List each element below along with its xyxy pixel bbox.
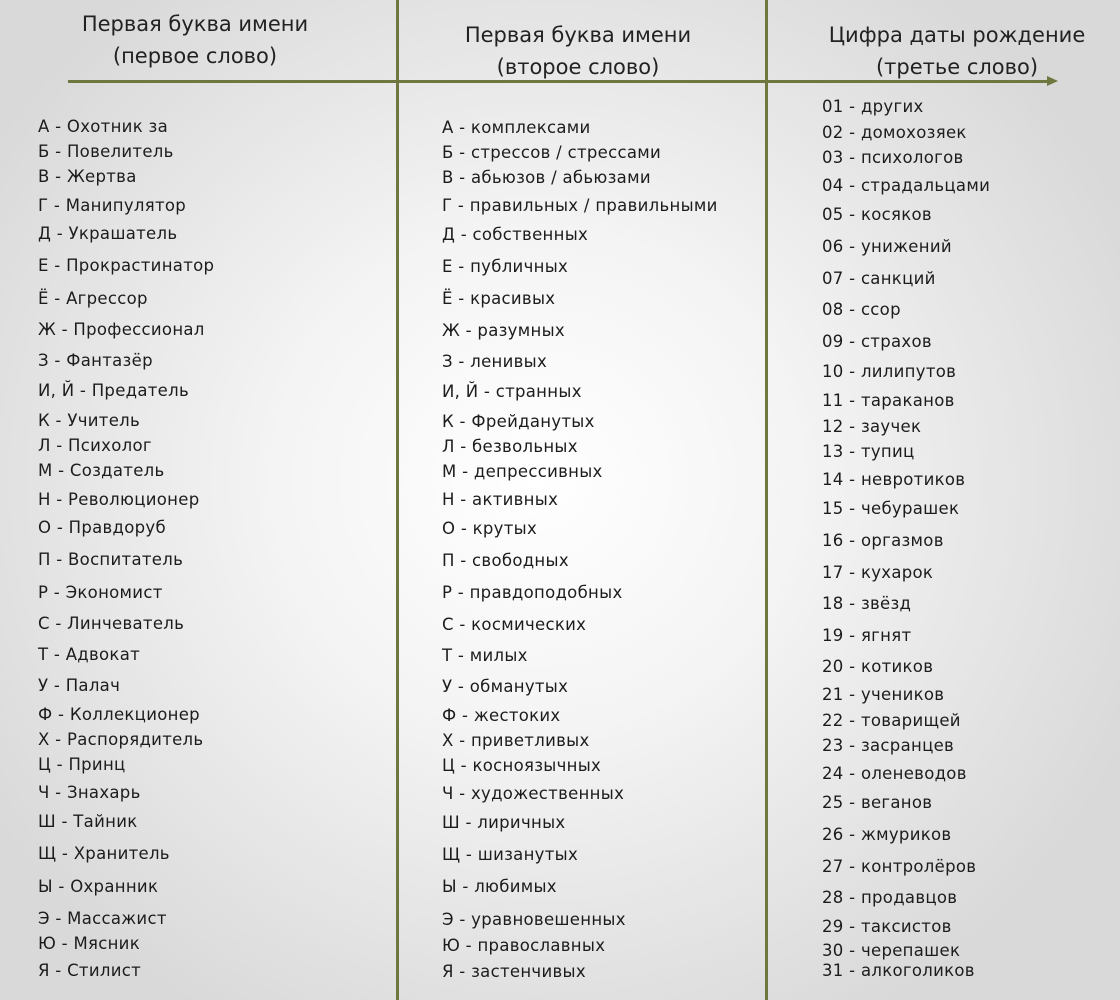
- list-item: П - Воспитатель: [38, 550, 184, 569]
- list-item: Ф - жестоких: [442, 706, 561, 725]
- list-item: Ш - Тайник: [38, 812, 138, 831]
- list-item: 01 - других: [822, 97, 924, 116]
- list-item: Б - Повелитель: [38, 142, 174, 161]
- list-item: Ц - косноязычных: [442, 756, 602, 775]
- list-item: Ё - Агрессор: [38, 289, 148, 308]
- list-item: К - Учитель: [38, 411, 141, 430]
- list-item: Г - Манипулятор: [38, 196, 187, 215]
- list-item: З - ленивых: [442, 352, 548, 371]
- list-item: И, Й - странных: [442, 382, 582, 401]
- list-item: Ё - красивых: [442, 289, 556, 308]
- list-item: Х - приветливых: [442, 731, 590, 750]
- list-item: 13 - тупиц: [822, 442, 915, 461]
- list-item: 10 - лилипутов: [822, 362, 957, 381]
- list-item: 14 - невротиков: [822, 470, 966, 489]
- list-item: 19 - ягнят: [822, 626, 912, 645]
- list-item: П - свободных: [442, 551, 569, 570]
- list-item: 12 - заучек: [822, 417, 922, 436]
- list-item: Э - Массажист: [38, 909, 167, 928]
- list-item: М - Создатель: [38, 461, 165, 480]
- list-item: Ш - лиричных: [442, 813, 566, 832]
- list-item: 02 - домохозяек: [822, 123, 967, 142]
- column-3-heading: [814, 19, 1100, 83]
- list-item: 28 - продавцов: [822, 888, 958, 907]
- column-divider-1: [396, 0, 399, 1000]
- column-3-heading-line-1: Цифра даты рождение: [828, 23, 1086, 47]
- list-item: Э - уравновешенных: [442, 910, 626, 929]
- list-item: И, Й - Предатель: [38, 381, 190, 400]
- list-item: А - комплексами: [442, 118, 591, 137]
- list-item: О - крутых: [442, 519, 538, 538]
- list-item: Ж - Профессионал: [38, 320, 205, 339]
- list-item: С - космических: [442, 615, 587, 634]
- column-1-heading: [60, 8, 330, 72]
- list-item: К - Фрейданутых: [442, 412, 595, 431]
- list-item: 21 - учеников: [822, 685, 945, 704]
- list-item: Л - безвольных: [442, 437, 578, 456]
- list-item: 11 - тараканов: [822, 391, 955, 410]
- list-item: Я - застенчивых: [442, 962, 586, 981]
- list-item: 03 - психологов: [822, 148, 964, 167]
- list-item: Е - публичных: [442, 257, 569, 276]
- list-item: С - Линчеватель: [38, 614, 185, 633]
- list-item: Щ - Хранитель: [38, 844, 170, 863]
- list-item: Я - Стилист: [38, 961, 142, 980]
- list-item: 27 - контролёров: [822, 857, 977, 876]
- column-3-heading-line-2: (третье слово): [875, 55, 1039, 79]
- list-item: Щ - шизанутых: [442, 845, 579, 864]
- list-item: Г - правильных / правильными: [442, 196, 718, 215]
- list-item: Ы - Охранник: [38, 877, 159, 896]
- list-item: Ю - православных: [442, 936, 606, 955]
- list-item: Т - Адвокат: [38, 645, 141, 664]
- column-2-heading-line-2: (второе слово): [496, 55, 660, 79]
- list-item: Ц - Принц: [38, 755, 126, 774]
- list-item: В - абьюзов / абьюзами: [442, 168, 651, 187]
- list-item: 23 - засранцев: [822, 736, 955, 755]
- list-item: Ф - Коллекционер: [38, 705, 200, 724]
- list-item: Ч - художественных: [442, 784, 625, 803]
- list-item: А - Охотник за: [38, 117, 168, 136]
- list-item: Н - активных: [442, 490, 559, 509]
- list-item: 07 - санкций: [822, 269, 936, 288]
- list-item: Б - стрессов / стрессами: [442, 143, 662, 162]
- list-item: 18 - звёзд: [822, 594, 912, 613]
- list-item: Е - Прокрастинатор: [38, 256, 215, 275]
- list-item: Ж - разумных: [442, 321, 565, 340]
- list-item: Т - милых: [442, 646, 528, 665]
- list-item: 22 - товарищей: [822, 711, 961, 730]
- list-item: У - Палач: [38, 676, 121, 695]
- list-item: 06 - унижений: [822, 237, 952, 256]
- column-1-heading-line-2: (первое слово): [112, 44, 278, 68]
- list-item: 29 - таксистов: [822, 917, 952, 936]
- list-item: Р - правдоподобных: [442, 583, 623, 602]
- list-item: Ч - Знахарь: [38, 783, 141, 802]
- list-item: 16 - оргазмов: [822, 531, 944, 550]
- list-item: В - Жертва: [38, 167, 137, 186]
- list-item: 15 - чебурашек: [822, 499, 960, 518]
- column-divider-2: [765, 0, 768, 1000]
- list-item: 25 - веганов: [822, 793, 933, 812]
- list-item: 24 - оленеводов: [822, 764, 967, 783]
- list-item: 30 - черепашек: [822, 941, 961, 960]
- list-item: 09 - страхов: [822, 332, 932, 351]
- list-item: Д - Украшатель: [38, 224, 178, 243]
- list-item: Ы - любимых: [442, 877, 557, 896]
- list-item: З - Фантазёр: [38, 351, 153, 370]
- list-item: Х - Распорядитель: [38, 730, 204, 749]
- list-item: О - Правдоруб: [38, 518, 166, 537]
- list-item: 05 - косяков: [822, 205, 932, 224]
- list-item: Л - Психолог: [38, 436, 152, 455]
- list-item: Ю - Мясник: [38, 934, 140, 953]
- list-item: У - обманутых: [442, 677, 569, 696]
- list-item: Д - собственных: [442, 225, 589, 244]
- column-1-heading-line-1: Первая буква имени: [81, 12, 309, 36]
- column-2-heading-line-1: Первая буква имени: [464, 23, 692, 47]
- list-item: 08 - ссор: [822, 300, 901, 319]
- list-item: Р - Экономист: [38, 583, 163, 602]
- list-item: Н - Революционер: [38, 490, 200, 509]
- list-item: 04 - страдальцами: [822, 176, 991, 195]
- column-2-heading: [443, 19, 713, 83]
- list-item: 20 - котиков: [822, 657, 934, 676]
- list-item: 26 - жмуриков: [822, 825, 952, 844]
- list-item: 31 - алкоголиков: [822, 961, 975, 980]
- list-item: М - депрессивных: [442, 462, 603, 481]
- list-item: 17 - кухарок: [822, 563, 934, 582]
